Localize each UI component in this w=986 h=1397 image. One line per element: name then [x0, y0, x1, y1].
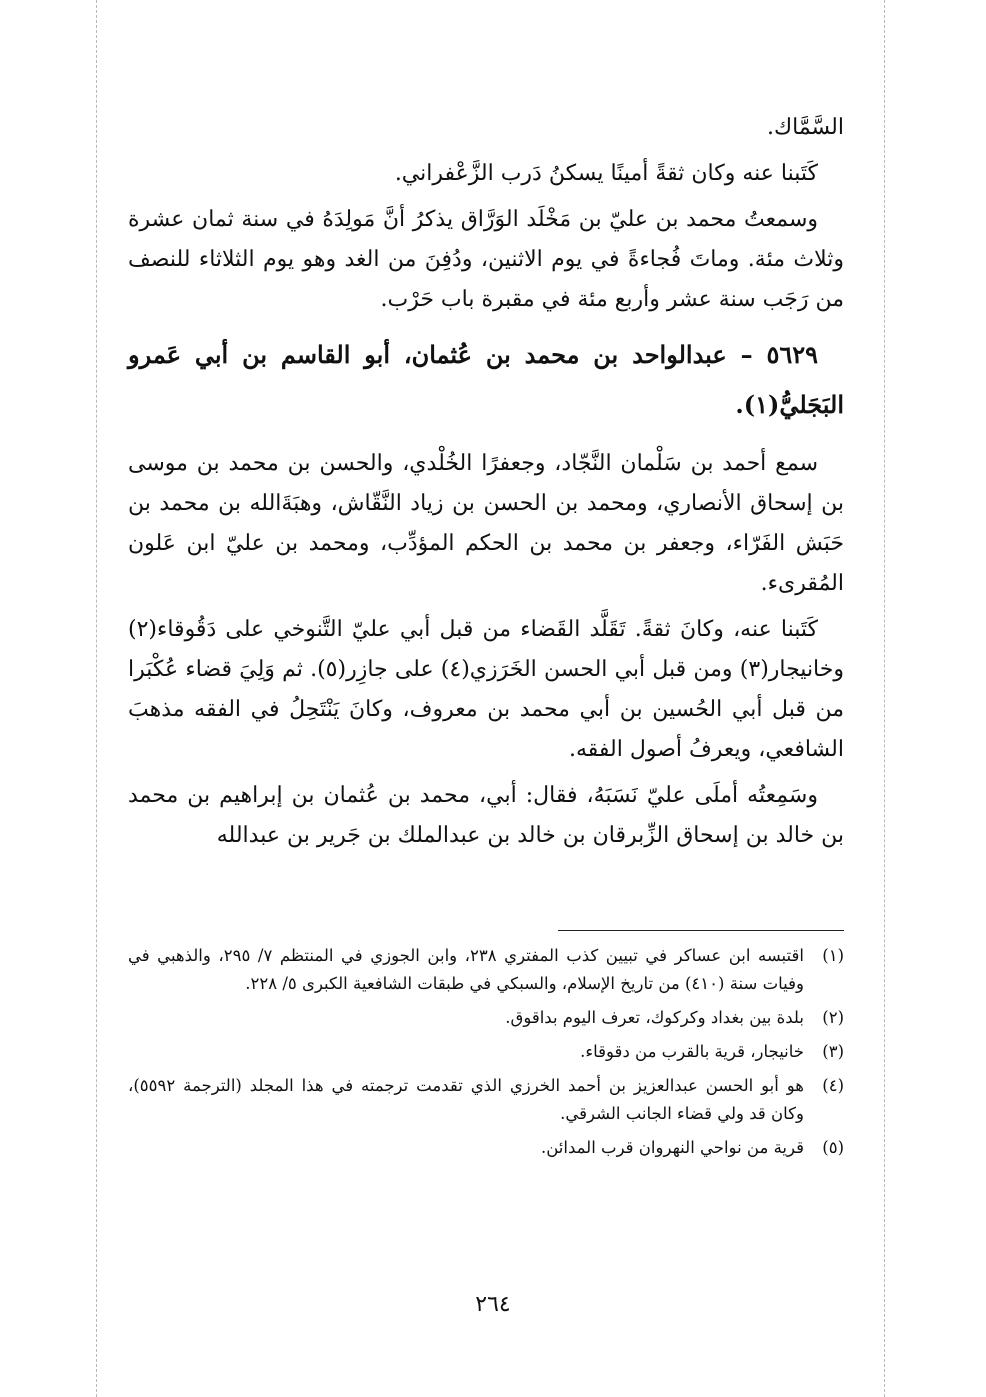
footnote-text: بلدة بين بغداد وكركوك، تعرف اليوم بداقوق.: [505, 1008, 804, 1027]
main-text: [128, 108, 844, 320]
footnote-separator: [558, 930, 844, 931]
paragraph-2: وسمعتُ محمد بن عليّ بن مَخْلَد الوَرَّاق يذكرُ أنَّ مَولِدَهُ في سنة ثمان عشرة وثلاث مئة. وماتَ فُجاءةً في يوم الاثنين، ودُفِنَ من الغد وهو يوم الثلاثاء للنصف من رَجَب سنة عشر وأربع مئة في مقبرة باب حَرْب.: [128, 207, 845, 312]
page-number: ٢٦٤: [475, 1292, 511, 1317]
footnote-number: (٣): [822, 1042, 844, 1061]
footnote-text: هو أبو الحسن عبدالعزيز بن أحمد الخرزي الذي تقدمت ترجمته في هذا المجلد (الترجمة ٥٥٩٢)، وكان قد ولي قضاء الجانب الشرقي.: [128, 1076, 804, 1123]
paragraph-4: كَتَبنا عنه، وكانَ ثقةً. تَقَلَّد القَضاء من قبل أبي عليّ التَّنوخي على دَقُوقاء(٢) وخانيجار(٣) ومن قبل أبي الحسن الخَرَزي(٤) على جازِر(٥). ثم وَلِيَ قضاء عُكْبَرا من قبل أبي الحُسين بن أبي محمد بن معروف، وكانَ يَنْتَحِلُ في الفقه مذهبَ الشافعي، ويعرفُ أصول الفقه.: [128, 617, 844, 762]
footnote-item: [128, 942, 844, 998]
footnote-item: [128, 1038, 844, 1066]
footnote-number: (٢): [822, 1008, 844, 1027]
footnotes: [128, 942, 844, 1168]
paragraph-3: سمع أحمد بن سَلْمان النَّجّاد، وجعفرًا الخُلْدي، والحسن بن محمد بن موسى بن إسحاق الأنصاري، ومحمد بن الحسن بن زياد النَّقّاش، وهبَةَالله بن محمد بن حَبَش الفَرّاء، وجعفر بن محمد بن الحكم المؤدِّب، ومحمد بن عليّ ابن عَلون المُقرىء.: [128, 451, 844, 596]
scan-edge-line-right: [884, 0, 885, 1397]
footnote-item: [128, 1134, 844, 1162]
entry-title: – عبدالواحد بن محمد بن عُثمان، أبو القاسم بن أبي عَمرو البَجَليُّ(١).: [128, 340, 844, 419]
paragraph-5: وسَمِعتُه أملَى عليّ نَسَبَهُ، فقال: أبي، محمد بن عُثمان بن إبراهيم بن محمد بن خالد بن إسحاق الزِّبرقان بن خالد بن عبدالملك بن جَرير بن عبدالله: [128, 783, 844, 848]
footnote-number: (٥): [822, 1138, 844, 1157]
scan-edge-line-left: [96, 0, 97, 1397]
footnote-text: اقتبسه ابن عساكر في تبيين كذب المفتري ٢٣٨، وابن الجوزي في المنتظم ٧/ ٢٩٥، والذهبي في وفيات سنة (٤١٠) من تاريخ الإسلام، والسبكي في طبقات الشافعية الكبرى ٥/ ٢٢٨.: [128, 946, 804, 993]
paragraph-1: كَتَبنا عنه وكان ثقةً أمينًا يسكنُ دَرب الزَّعْفراني.: [394, 161, 818, 186]
footnote-item: [128, 1072, 844, 1128]
footnote-item: [128, 1004, 844, 1032]
page-body: [128, 108, 844, 856]
footnote-number: (١): [822, 946, 844, 965]
footnote-text: قرية من نواحي النهروان قرب المدائن.: [541, 1138, 804, 1157]
paragraph-continuation: السَّمَّاك.: [767, 115, 844, 140]
entry-number: ٥٦٢٩: [766, 340, 819, 369]
footnote-number: (٤): [822, 1076, 844, 1095]
entry-heading: [128, 330, 844, 430]
entry-text: [128, 444, 844, 856]
footnote-text: خانيجار، قرية بالقرب من دقوقاء.: [580, 1042, 804, 1061]
